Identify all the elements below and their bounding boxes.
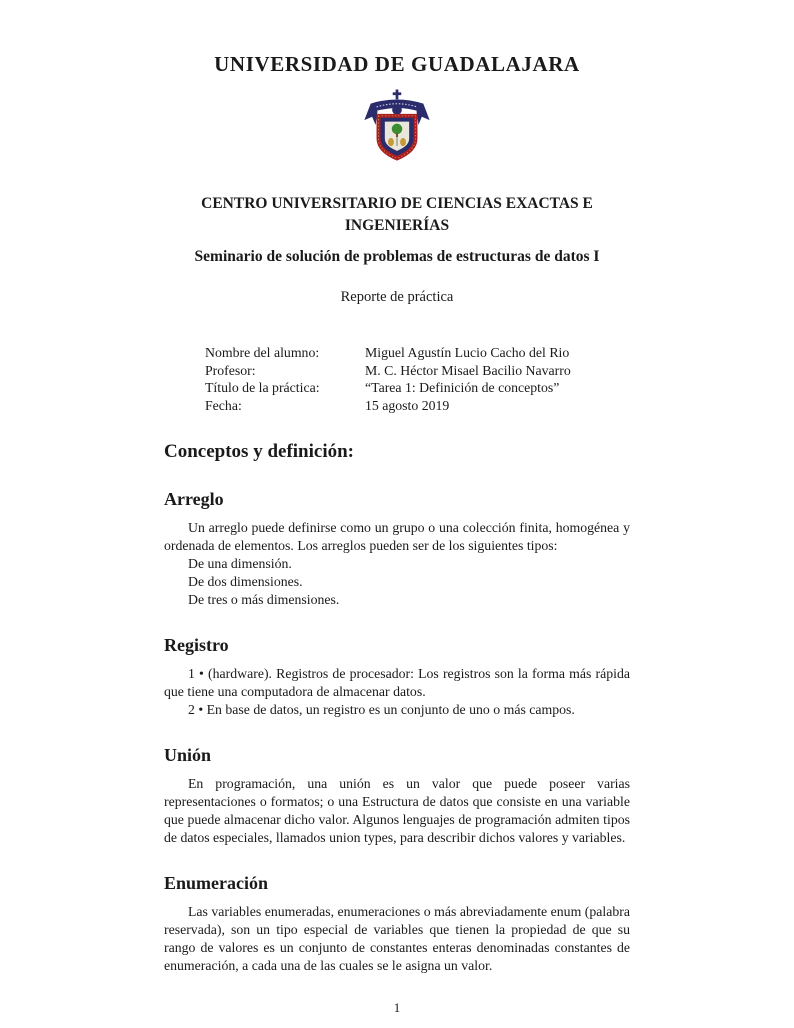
meta-value: M. C. Héctor Misael Bacilio Navarro <box>365 362 571 378</box>
section-paragraph: 1 • (hardware). Registros de procesador: Los registros son la forma más rápida que tiene una computadora de almacenar datos. <box>164 666 630 700</box>
list-item: De dos dimensiones. <box>188 574 303 590</box>
section-arreglo <box>164 489 630 609</box>
university-crest-logo <box>358 88 436 164</box>
section-heading: Enumeración <box>164 873 269 894</box>
page-number: 1 <box>393 1000 401 1015</box>
university-title: UNIVERSIDAD DE GUADALAJARA <box>214 52 580 76</box>
meta-value: “Tarea 1: Definición de conceptos” <box>365 380 560 396</box>
section-heading: Registro <box>164 635 229 656</box>
report-type-label: Reporte de práctica <box>340 289 454 305</box>
list-item: De tres o más dimensiones. <box>188 592 340 608</box>
section-registro <box>164 635 630 719</box>
section-paragraph: Las variables enumeradas, enumeraciones o más abreviadamente enum (palabra reservada), son un tipo especial de variables que tienen la propiedad de que su rango de valores es un conjunto de constantes enteras denominadas constantes de enumeración, a cada una de las cuales se le asigna un valor. <box>164 904 630 974</box>
crest-tree-icon <box>392 124 403 135</box>
section-heading: Unión <box>164 745 212 766</box>
section-enumeracion <box>164 873 630 975</box>
meta-label: Profesor: <box>205 362 256 378</box>
meta-label: Fecha: <box>205 397 242 413</box>
section-union <box>164 745 630 847</box>
section-heading: Arreglo <box>164 489 224 510</box>
section-paragraph: En programación, una unión es un valor que puede poseer varias representaciones o formatos; o una Estructura de datos que consiste en una variable que puede almacenar dicho valor. Algunos lenguajes de programación admiten tipos de datos especiales, llamados union types, para describir dichos valores y variables. <box>164 776 630 846</box>
meta-value: Miguel Agustín Lucio Cacho del Rio <box>365 345 570 360</box>
crest-container <box>164 88 630 169</box>
meta-value: 15 agosto 2019 <box>365 397 450 413</box>
meta-label: Título de la práctica: <box>205 380 320 396</box>
crest-lion-left-icon <box>388 138 394 146</box>
center-title-line2: INGENIERÍAS <box>344 217 450 234</box>
list-item: De una dimensión. <box>188 556 292 572</box>
metadata-table <box>205 344 630 414</box>
center-title-line1: CENTRO UNIVERSITARIO DE CIENCIAS EXACTAS E <box>201 195 593 212</box>
crest-lion-right-icon <box>400 138 406 146</box>
crest-cross-icon <box>393 89 402 99</box>
section-paragraph: Un arreglo puede definirse como un grupo o una colección finita, homogénea y ordenada de elementos. Los arreglos pueden ser de los siguientes tipos: <box>164 520 630 554</box>
main-heading: Conceptos y definición: <box>164 441 354 463</box>
section-paragraph: 2 • En base de datos, un registro es un conjunto de uno o más campos. <box>188 702 575 718</box>
course-title: Seminario de solución de problemas de estructuras de datos I <box>194 248 600 265</box>
meta-label: Nombre del alumno: <box>205 345 320 360</box>
center-title <box>164 193 630 237</box>
